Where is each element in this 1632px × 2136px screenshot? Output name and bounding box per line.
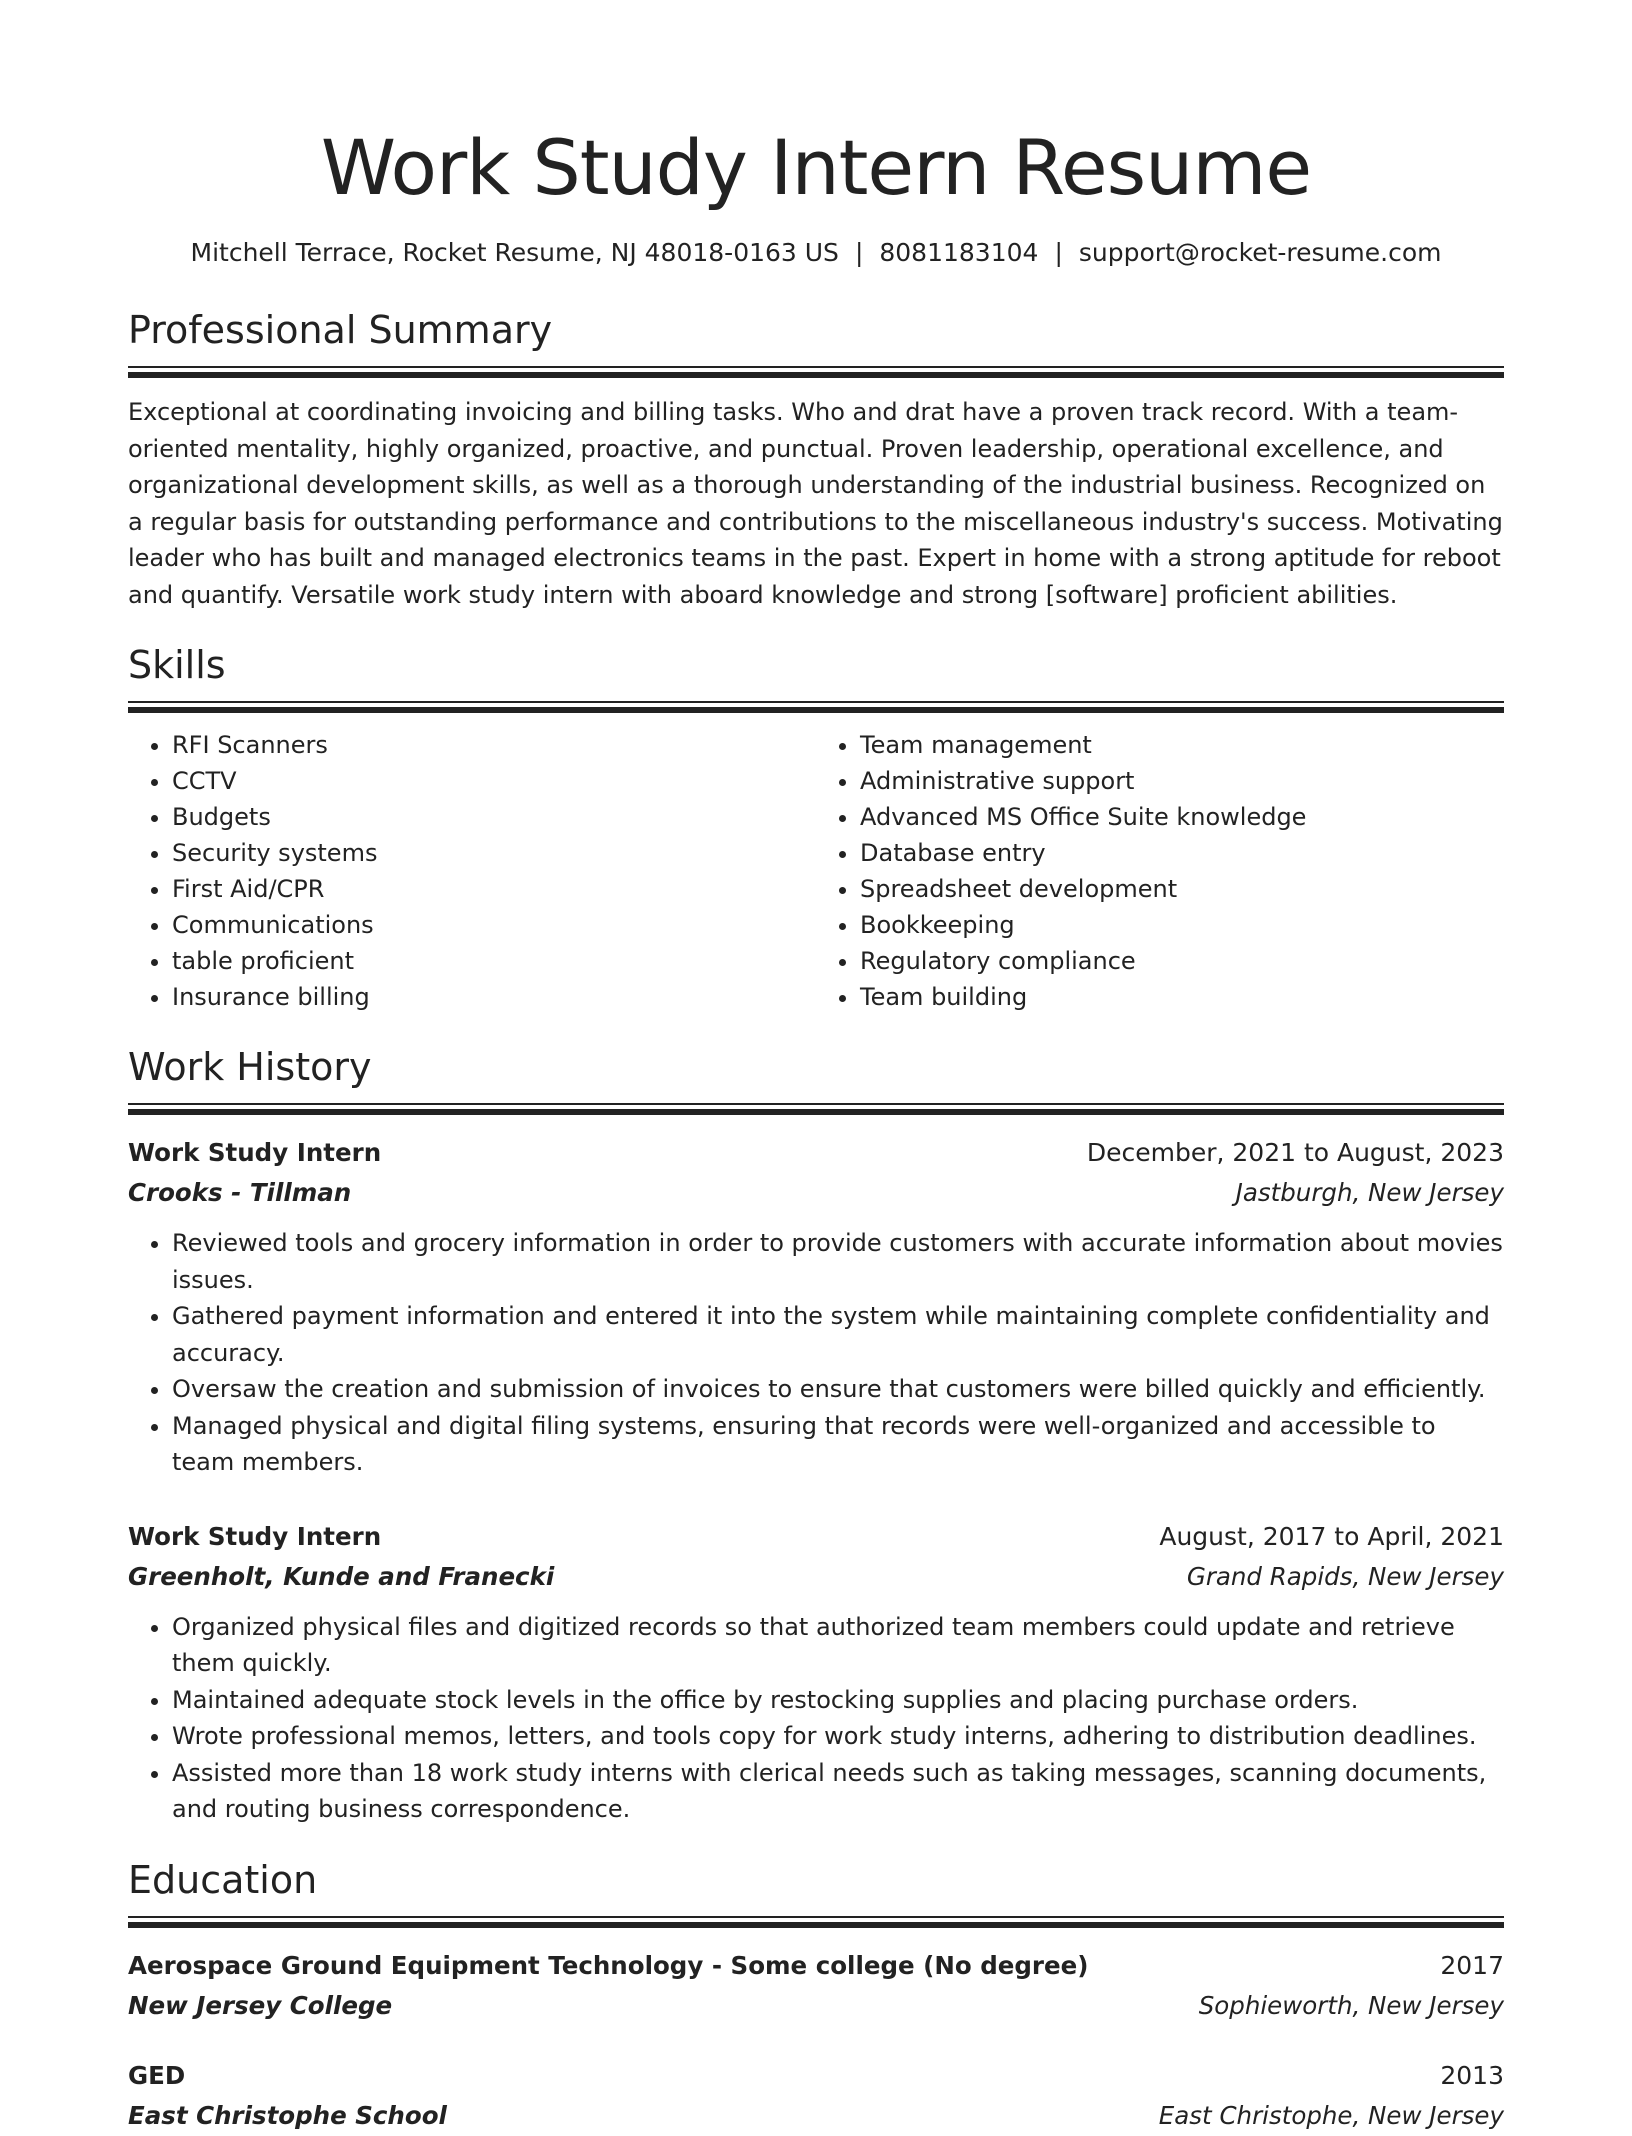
job-bullet: • Organized physical files and digitized records so that authorized team members could update and retrieve them quickly. [172,1609,1504,1682]
contact-separator: | [854,238,864,267]
skill-item: • Database entry [860,835,1504,871]
job-bullet: • Oversaw the creation and submission of invoices to ensure that customers were billed quickly and efficiently. [172,1371,1504,1408]
skills-list-right [816,727,1504,1015]
education-heading: Education [128,1857,318,1902]
education-entry [128,1946,1504,2026]
skill-item: • Team building [860,979,1504,1015]
education-degree: Aerospace Ground Equipment Technology - Some college (No degree) [128,1950,1089,1980]
job-location: Jastburgh, New Jersey [1235,1178,1504,1207]
education-school: New Jersey College [128,1990,393,2020]
skill-item: • table proficient [172,943,816,979]
education-year: 2017 [1440,1950,1504,1980]
summary-text: Exceptional at coordinating invoicing and billing tasks. Who and drat have a proven track record. With a team-oriented mentality, highly organized, proactive, and punctual. Proven leadership, operational excellence, and organizational development skills, as well as a thorough understanding of the industrial business. Recognized on a regular basis for outstanding performance and contributions to the miscellaneous industry's success. Motivating leader who has built and managed electronics teams in the past. Expert in home with a strong aptitude for reboot and quantify. Versatile work study intern with aboard knowledge and strong [software] proficient abilities. [128,398,1503,609]
skills-heading: Skills [128,643,226,687]
skill-item: • Team management [860,727,1504,763]
education-school-row [128,2096,1504,2136]
work-history-section [128,1043,1504,1828]
skill-item: • Insurance billing [172,979,816,1015]
job-header-row [128,1517,1504,1557]
job-company: Crooks - Tillman [128,1178,352,1207]
skill-item: • RFI Scanners [172,727,816,763]
skill-item: • Communications [172,907,816,943]
education-location: East Christophe, New Jersey [1158,2100,1504,2130]
skill-item: • Spreadsheet development [860,871,1504,907]
education-school: East Christophe School [128,2100,447,2130]
job-bullet: • Wrote professional memos, letters, and tools copy for work study interns, adhering to distribution deadlines. [172,1718,1504,1755]
education-header-row [128,1946,1504,1986]
contact-separator: | [1054,238,1063,267]
summary-section [128,306,1504,613]
section-divider [128,1916,1504,1928]
job-location: Grand Rapids, New Jersey [1186,1561,1504,1591]
skill-item: • First Aid/CPR [172,871,816,907]
job-entry [128,1517,1504,1828]
resume-title: Work Study Intern Resume [320,123,1312,212]
skill-item: • Administrative support [860,763,1504,799]
job-dates: December, 2021 to August, 2023 [1086,1138,1504,1167]
job-bullet: • Gathered payment information and entered it into the system while maintaining complete confidentiality and accuracy. [172,1298,1504,1371]
job-header-row [128,1133,1504,1173]
job-entry [128,1133,1504,1481]
education-location: Sophieworth, New Jersey [1198,1990,1504,2020]
skill-item: • Bookkeeping [860,907,1504,943]
job-bullets [128,1225,1504,1481]
section-divider [128,701,1504,713]
education-year: 2013 [1440,2060,1504,2090]
job-dates: August, 2017 to April, 2021 [1159,1521,1504,1551]
summary-heading: Professional Summary [128,308,553,352]
job-company: Greenholt, Kunde and Franecki [128,1561,555,1591]
contact-email: support@rocket-resume.com [1078,238,1442,267]
job-bullet: • Maintained adequate stock levels in the office by restocking supplies and placing purchase orders. [172,1682,1504,1719]
skill-item: • Budgets [172,799,816,835]
job-bullet: • Assisted more than 18 work study interns with clerical needs such as taking messages, scanning documents, and routing business correspondence. [172,1755,1504,1828]
contact-line [128,236,1504,270]
skill-item: • Advanced MS Office Suite knowledge [860,799,1504,835]
skills-list-left [128,727,816,1015]
section-divider [128,366,1504,378]
skill-item: • Regulatory compliance [860,943,1504,979]
skill-item: • Security systems [172,835,816,871]
resume-page [128,0,1504,2130]
skills-columns [128,727,1504,1015]
contact-address: Mitchell Terrace, Rocket Resume, NJ 48018-0163 US [190,238,839,267]
skills-section [128,641,1504,1015]
job-title: Work Study Intern [128,1521,382,1551]
section-divider [128,1103,1504,1115]
job-bullet: • Managed physical and digital filing systems, ensuring that records were well-organized and accessible to team members. [172,1408,1504,1481]
job-bullet: • Reviewed tools and grocery information in order to provide customers with accurate information about movies issues. [172,1225,1504,1298]
education-header-row [128,2056,1504,2096]
job-title: Work Study Intern [128,1138,382,1167]
contact-phone: 8081183104 [879,238,1039,267]
job-company-row [128,1557,1504,1597]
education-section [128,1856,1504,2136]
job-bullets [128,1609,1504,1828]
work-history-heading: Work History [128,1045,372,1089]
education-entry [128,2056,1504,2136]
job-company-row [128,1173,1504,1213]
education-degree: GED [128,2060,186,2090]
education-school-row [128,1986,1504,2026]
skill-item: • CCTV [172,763,816,799]
